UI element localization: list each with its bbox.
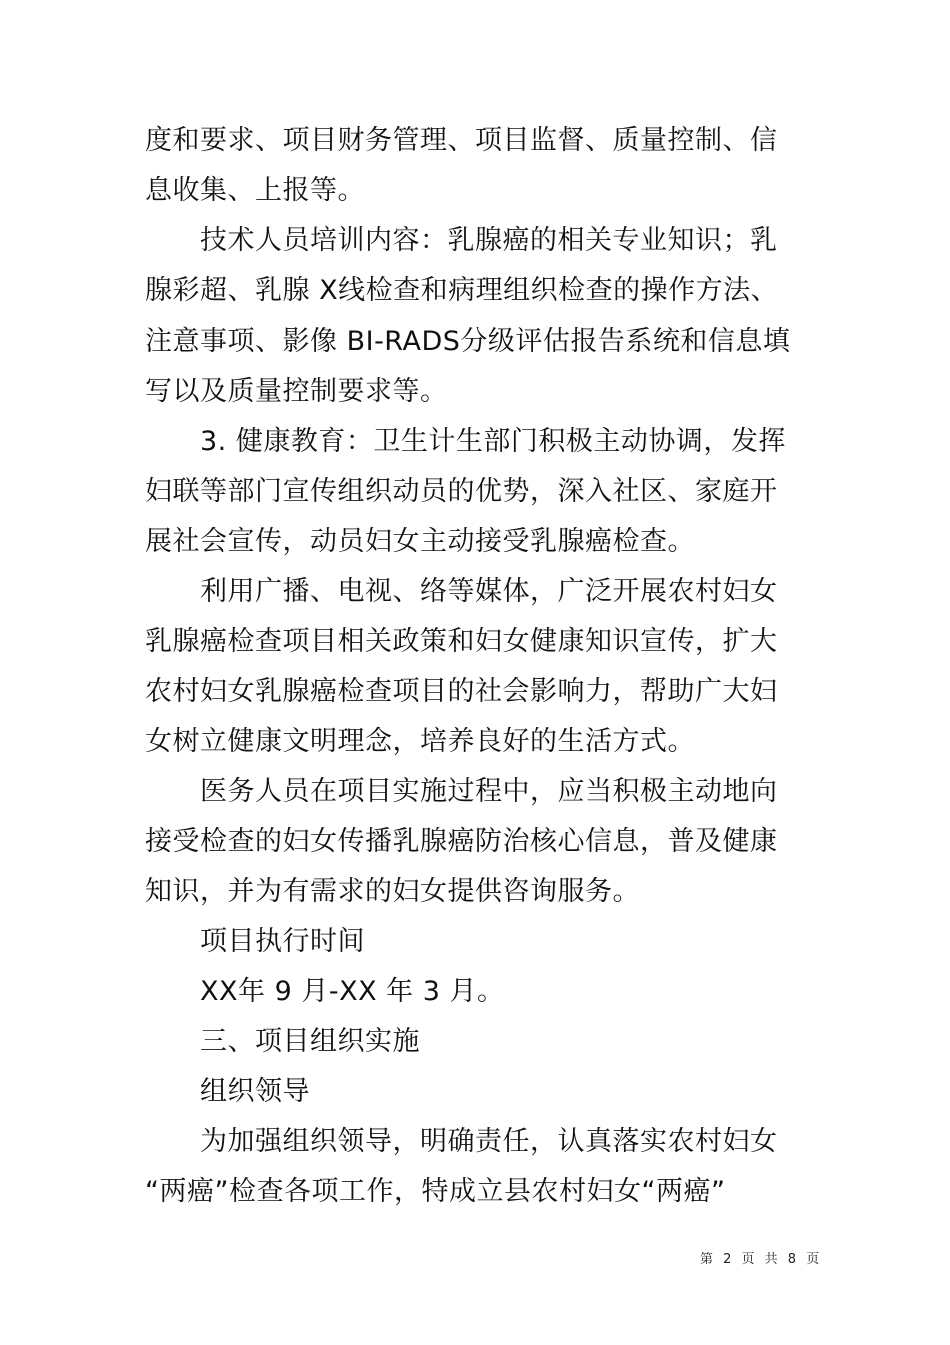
paragraph-start-line: 医务人员在项目实施过程中，应当积极主动地向: [200, 776, 778, 807]
body-text-line: 写以及质量控制要求等。: [145, 376, 448, 407]
section-heading: 三、项目组织实施: [200, 1026, 420, 1057]
body-text-line: 注意事项、影像 BI-RADS分级评估报告系统和信息填: [145, 326, 791, 357]
paragraph-start-line: 技术人员培训内容：乳腺癌的相关专业知识；乳: [200, 225, 778, 256]
body-text-line: 接受检查的妇女传播乳腺癌防治核心信息，普及健康: [145, 826, 778, 857]
body-text-line: 乳腺癌检查项目相关政策和妇女健康知识宣传，扩大: [145, 626, 778, 657]
paragraph-start-line: 为加强组织领导，明确责任，认真落实农村妇女: [200, 1126, 778, 1157]
section-heading: 组织领导: [200, 1076, 310, 1107]
body-text-line: 息收集、上报等。: [145, 175, 365, 206]
body-text-line: “两癌”检查各项工作，特成立县农村妇女“两癌”: [145, 1176, 726, 1207]
body-text-line: 展社会宣传，动员妇女主动接受乳腺癌检查。: [145, 526, 695, 557]
paragraph-start-line: 3. 健康教育：卫生计生部门积极主动协调，发挥: [200, 426, 786, 457]
body-text-line: 农村妇女乳腺癌检查项目的社会影响力，帮助广大妇: [145, 676, 778, 707]
body-text-line: 妇联等部门宣传组织动员的优势，深入社区、家庭开: [145, 476, 778, 507]
body-text-line: 度和要求、项目财务管理、项目监督、质量控制、信: [145, 125, 778, 156]
page-number-footer: 第 2 页 共 8 页: [700, 1252, 823, 1267]
body-text-line: 腺彩超、乳腺 X线检查和病理组织检查的操作方法、: [145, 275, 779, 306]
section-heading: 项目执行时间: [200, 926, 365, 957]
paragraph-start-line: XX年 9 月-XX 年 3 月。: [200, 976, 505, 1007]
body-text-line: 知识，并为有需求的妇女提供咨询服务。: [145, 876, 640, 907]
body-text-line: 女树立健康文明理念，培养良好的生活方式。: [145, 726, 695, 757]
paragraph-start-line: 利用广播、电视、络等媒体，广泛开展农村妇女: [200, 576, 778, 607]
